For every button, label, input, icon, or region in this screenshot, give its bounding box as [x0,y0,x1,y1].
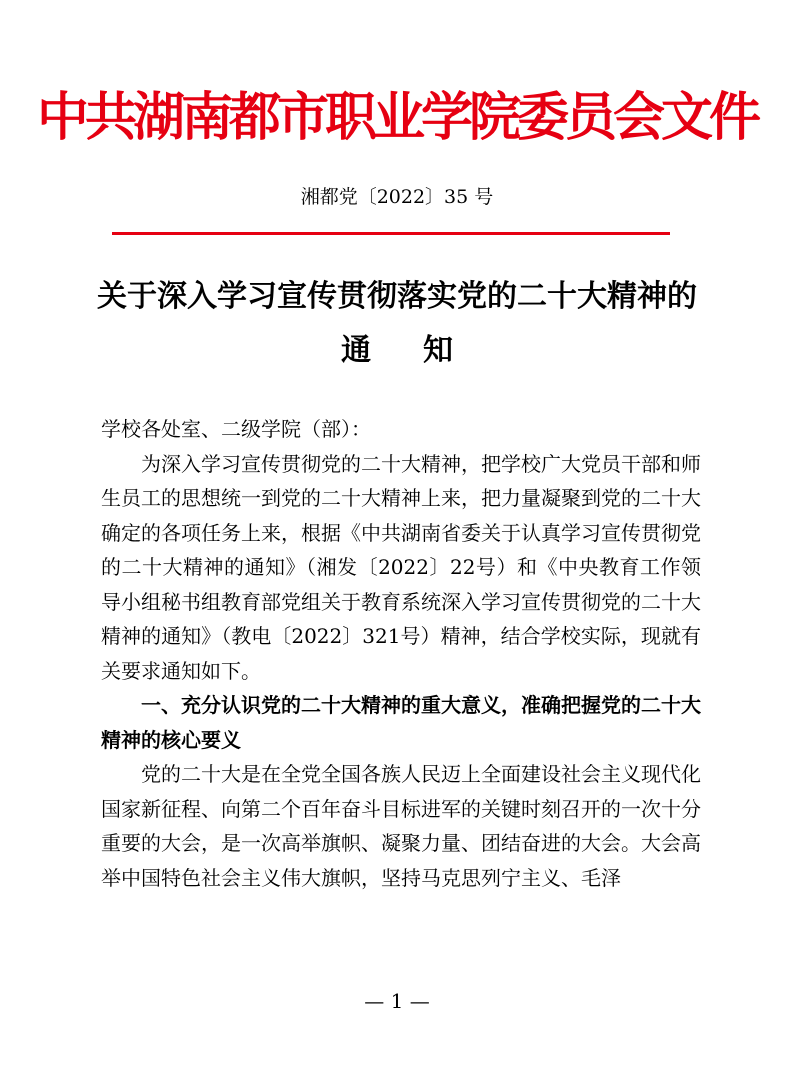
document-title [0,270,794,378]
document-number: 湘都党〔2022〕35 号 [300,186,494,208]
paragraph-intro: 为深入学习宣传贯彻党的二十大精神，把学校广大党员干部和师生员工的思想统一到党的二十大精神上来，把力量凝聚到党的二十大确定的各项任务上来，根据《中共湖南省委关于认真学习宣传贯彻党的二十大精神的通知》（湘发〔2022〕22号）和《中央教育工作领导小组秘书组教育部党组关于教育系统深入学习宣传贯彻党的二十大精神的通知》（教电〔2022〕321号）精神，结合学校实际，现就有关要求通知如下。 [101,451,701,683]
section-heading-1: 一、充分认识党的二十大精神的重大意义，准确把握党的二十大精神的核心要义 [101,693,701,752]
salutation: 学校各处室、二级学院（部）： [101,417,371,441]
document-body [101,412,701,895]
title-line-2: 通知 [341,333,505,368]
title-line-1: 关于深入学习宣传贯彻落实党的二十大精神的 [97,279,697,314]
paragraph-section-1: 党的二十大是在全党全国各族人民迈上全面建设社会主义现代化国家新征程、向第二个百年奋斗目标进军的关键时刻召开的一次十分重要的大会，是一次高举旗帜、凝聚力量、团结奋进的大会。大会高举中国特色社会主义伟大旗帜，坚持马克思列宁主义、毛泽 [101,762,701,890]
red-separator-line [112,232,670,235]
issuer-header: 中共湖南都市职业学院委员会文件 [36,88,757,148]
page-number: — 1 — [364,989,430,1013]
